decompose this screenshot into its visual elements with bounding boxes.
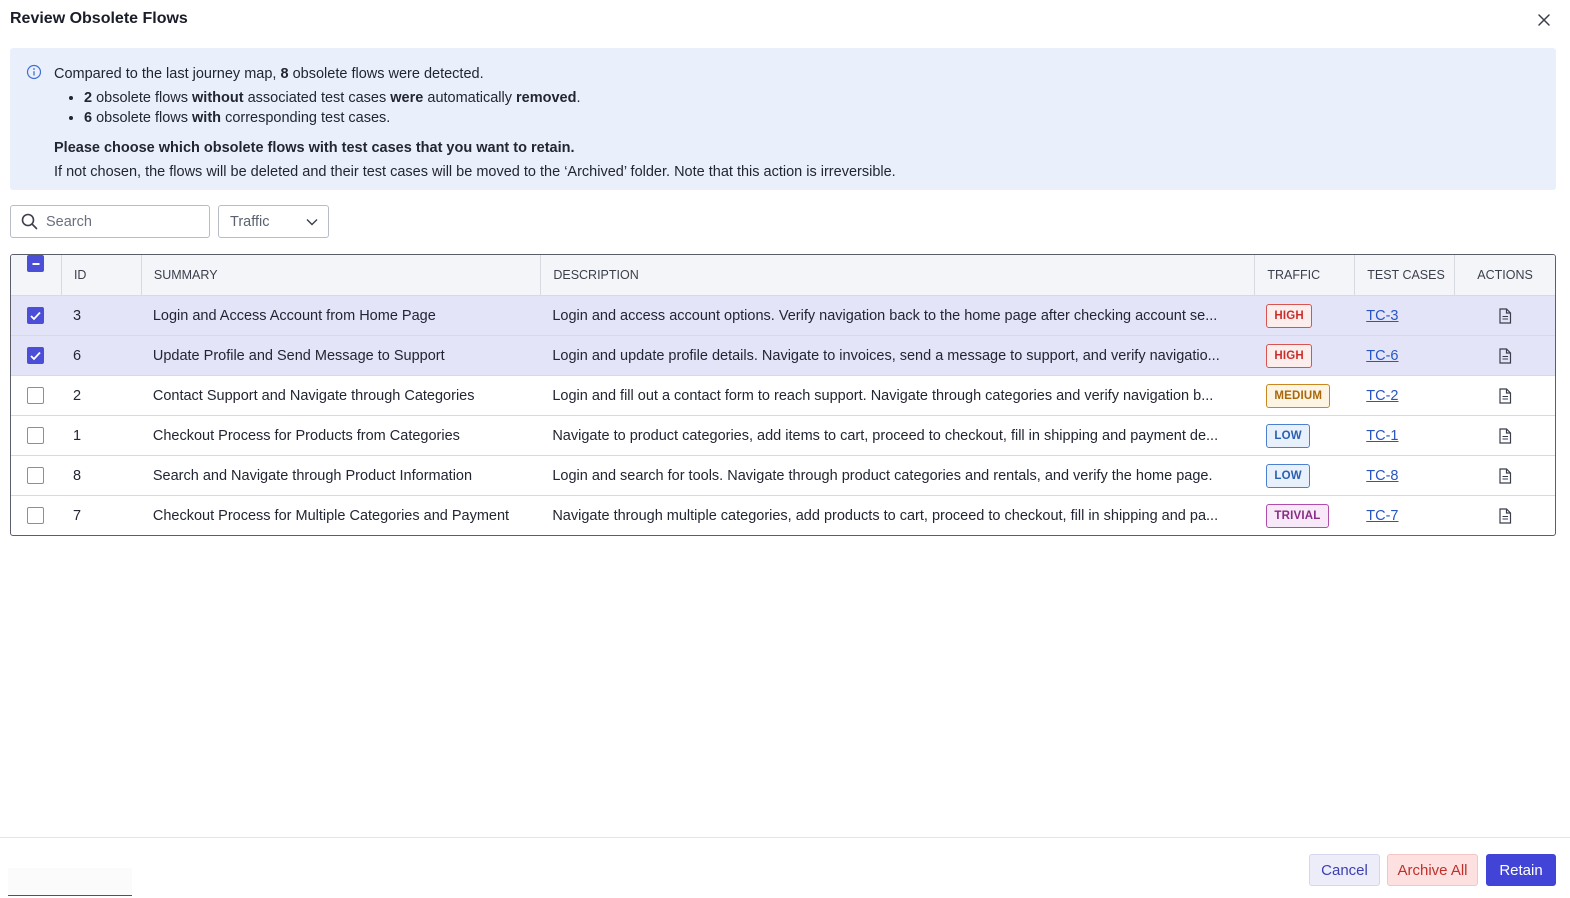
flow-id: 2 [72, 387, 82, 404]
row-checkbox[interactable] [27, 307, 44, 324]
cancel-button[interactable]: Cancel [1309, 854, 1380, 886]
document-icon[interactable] [1498, 308, 1512, 324]
bullet-strong: with [192, 110, 222, 126]
test-case-cell [1354, 508, 1454, 524]
flow-summary: Checkout Process for Multiple Categories and Payment [152, 507, 510, 524]
test-case-link[interactable]: TC-3 [1366, 307, 1399, 324]
traffic-badge: TRIVIAL [1266, 504, 1328, 528]
row-checkbox[interactable] [27, 387, 44, 404]
traffic-badge: HIGH [1266, 344, 1312, 368]
flow-summary: Contact Support and Navigate through Categories [152, 387, 475, 404]
search-box[interactable] [10, 205, 210, 238]
flow-summary: Login and Access Account from Home Page [152, 307, 436, 324]
bullet-text: . [576, 90, 581, 106]
bullet-count: 6 [84, 110, 93, 126]
row-checkbox-cell [11, 347, 61, 364]
table-header [11, 255, 1555, 295]
actions-cell [1454, 428, 1555, 444]
info-summary [54, 64, 1540, 84]
actions-cell [1454, 308, 1555, 324]
info-bullet [84, 88, 1540, 108]
bullet-text: corresponding test cases. [225, 110, 391, 126]
traffic-cell [1254, 424, 1354, 448]
search-input[interactable] [46, 214, 196, 230]
table-row[interactable] [11, 335, 1555, 375]
ghost-link-area [8, 868, 132, 896]
checkmark-icon [30, 351, 41, 361]
column-header-test-cases[interactable]: TEST CASES [1354, 255, 1454, 295]
test-case-link[interactable]: TC-6 [1366, 347, 1399, 364]
traffic-cell [1254, 344, 1354, 368]
actions-cell [1454, 388, 1555, 404]
traffic-cell [1254, 464, 1354, 488]
bullet-text: automatically [427, 90, 512, 106]
flow-summary: Checkout Process for Products from Categories [152, 427, 460, 444]
traffic-cell [1254, 304, 1354, 328]
document-icon[interactable] [1498, 508, 1512, 524]
actions-cell [1454, 508, 1555, 524]
search-icon [21, 213, 38, 230]
column-header-summary[interactable]: SUMMARY [141, 255, 540, 295]
flow-summary: Update Profile and Send Message to Support [152, 347, 445, 364]
actions-cell [1454, 348, 1555, 364]
column-header-description[interactable]: DESCRIPTION [540, 255, 1254, 295]
minus-icon [31, 259, 41, 269]
chevron-down-icon [306, 218, 318, 226]
traffic-badge: MEDIUM [1266, 384, 1330, 408]
info-prompt: Please choose which obsolete flows with test cases that you want to retain. [54, 140, 575, 156]
row-checkbox[interactable] [27, 347, 44, 364]
flow-description: Navigate through multiple categories, add products to cart, proceed to checkout, fill in shipping and pa... [552, 507, 1219, 524]
close-icon[interactable] [1537, 13, 1551, 27]
column-header-id[interactable]: ID [61, 255, 141, 295]
table-row[interactable] [11, 415, 1555, 455]
bullet-strong: were [390, 90, 424, 106]
checkmark-icon [30, 311, 41, 321]
bullet-strong: removed [516, 90, 577, 106]
flow-id: 1 [72, 427, 82, 444]
header-checkbox-cell [11, 255, 61, 295]
document-icon[interactable] [1498, 388, 1512, 404]
traffic-cell [1254, 384, 1354, 408]
info-text: obsolete flows were detected. [292, 66, 484, 82]
table-row[interactable] [11, 455, 1555, 495]
select-all-checkbox[interactable] [27, 255, 44, 272]
flow-description: Login and search for tools. Navigate through product categories and rentals, and verify the home page. [552, 467, 1213, 484]
document-icon[interactable] [1498, 428, 1512, 444]
flow-description: Login and access account options. Verify navigation back to the home page after checking account se... [552, 307, 1218, 324]
bullet-strong: without [192, 90, 244, 106]
traffic-badge: HIGH [1266, 304, 1312, 328]
info-list [84, 88, 1540, 128]
flow-description: Login and fill out a contact form to reach support. Navigate through categories and verify navigation b... [552, 387, 1214, 404]
bullet-text: associated test cases [247, 90, 387, 106]
flow-id: 8 [72, 467, 82, 484]
row-checkbox[interactable] [27, 427, 44, 444]
test-case-cell [1354, 348, 1454, 364]
test-case-link[interactable]: TC-7 [1366, 507, 1399, 524]
flow-id: 6 [72, 347, 82, 364]
dialog-title: Review Obsolete Flows [10, 10, 188, 27]
info-icon [26, 64, 42, 80]
test-case-cell [1354, 428, 1454, 444]
test-case-cell [1354, 468, 1454, 484]
table-row[interactable] [11, 295, 1555, 335]
info-text: Compared to the last journey map, [54, 66, 277, 82]
row-checkbox-cell [11, 507, 61, 524]
info-count: 8 [280, 66, 289, 82]
row-checkbox-cell [11, 387, 61, 404]
flow-description: Navigate to product categories, add items to cart, proceed to checkout, fill in shipping and payment de... [552, 427, 1219, 444]
column-header-actions: ACTIONS [1454, 255, 1555, 295]
row-checkbox-cell [11, 427, 61, 444]
test-case-link[interactable]: TC-1 [1366, 427, 1399, 444]
traffic-badge: LOW [1266, 424, 1309, 448]
row-checkbox[interactable] [27, 507, 44, 524]
bullet-text: obsolete flows [96, 90, 188, 106]
info-banner [10, 48, 1556, 190]
traffic-cell [1254, 504, 1354, 528]
document-icon[interactable] [1498, 468, 1512, 484]
table-body [11, 295, 1555, 535]
table-row[interactable] [11, 375, 1555, 415]
test-case-cell [1354, 308, 1454, 324]
traffic-badge: LOW [1266, 464, 1309, 488]
column-header-traffic[interactable]: TRAFFIC [1254, 255, 1354, 295]
flow-description: Login and update profile details. Navigate to invoices, send a message to support, and verify navigatio... [552, 347, 1220, 364]
close-button[interactable] [1534, 10, 1554, 30]
info-bullet [84, 108, 1540, 128]
flow-id: 3 [72, 307, 82, 324]
document-icon[interactable] [1498, 348, 1512, 364]
table-row[interactable] [11, 495, 1555, 535]
row-checkbox-cell [11, 467, 61, 484]
flow-summary: Search and Navigate through Product Information [152, 467, 473, 484]
row-checkbox-cell [11, 307, 61, 324]
flow-id: 7 [72, 507, 82, 524]
obsolete-flows-table [10, 254, 1556, 536]
test-case-cell [1354, 388, 1454, 404]
actions-cell [1454, 468, 1555, 484]
row-checkbox[interactable] [27, 467, 44, 484]
traffic-filter-label: Traffic [230, 213, 270, 230]
traffic-filter-dropdown[interactable] [218, 205, 329, 238]
test-case-link[interactable]: TC-8 [1366, 467, 1399, 484]
info-note: If not chosen, the flows will be deleted and their test cases will be moved to the ‘Archived’ folder. Note that this action is irreversible. [54, 164, 896, 180]
test-case-link[interactable]: TC-2 [1366, 387, 1399, 404]
bullet-count: 2 [84, 90, 93, 106]
bullet-text: obsolete flows [96, 110, 188, 126]
retain-button[interactable]: Retain [1486, 854, 1556, 886]
archive-all-button[interactable]: Archive All [1387, 854, 1478, 886]
